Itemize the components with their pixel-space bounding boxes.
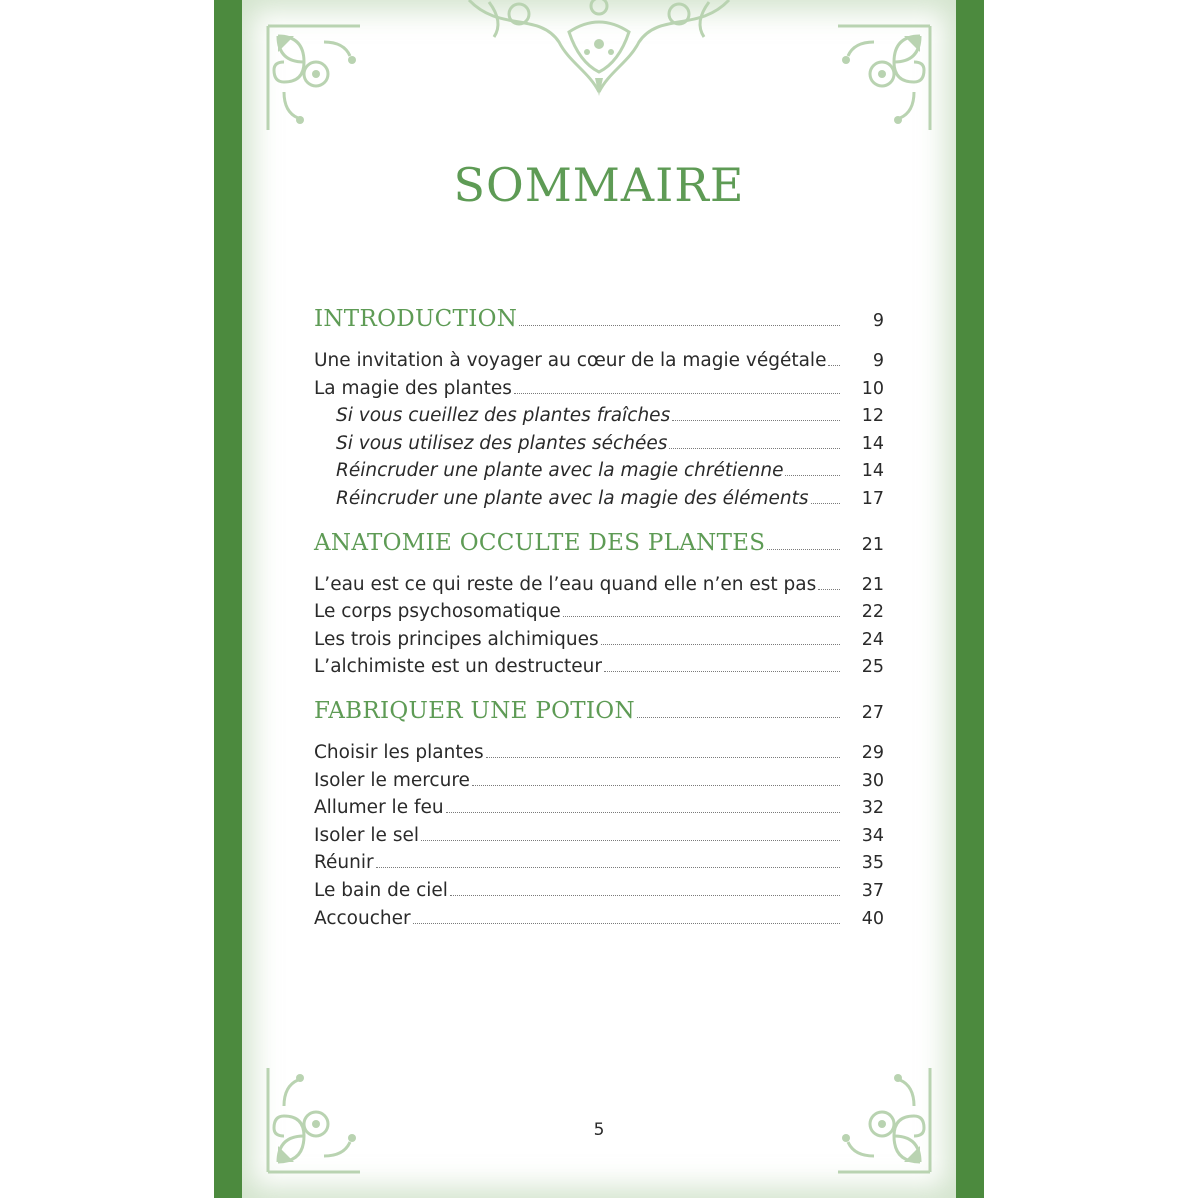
- dot-leader: [828, 365, 840, 366]
- page-number: 29: [861, 742, 884, 763]
- page-number: 21: [861, 574, 884, 595]
- dot-leader: [446, 812, 840, 813]
- section-heading-row[interactable]: [314, 306, 884, 344]
- page-number: 9: [872, 351, 884, 371]
- dot-leader: [472, 785, 840, 786]
- dot-leader: [785, 475, 840, 476]
- toc-entry[interactable]: [314, 378, 884, 406]
- page-number: 35: [861, 853, 884, 874]
- page-number: 25: [861, 657, 884, 678]
- entry-title: Isoler le sel: [314, 824, 419, 846]
- dot-leader: [450, 895, 840, 896]
- toc-section: [314, 698, 884, 935]
- entry-title: Les trois principes alchimiques: [314, 628, 599, 650]
- entry-title: Le bain de ciel: [314, 879, 448, 901]
- dot-leader: [376, 867, 840, 868]
- entry-title: L’eau est ce qui reste de l’eau quand elle n’en est pas: [314, 573, 817, 595]
- toc-entry[interactable]: [314, 742, 884, 770]
- entry-title: Choisir les plantes: [314, 741, 484, 763]
- dot-leader: [604, 671, 840, 672]
- page-number: 22: [861, 602, 884, 623]
- toc-subentry[interactable]: [314, 405, 884, 433]
- toc-entry[interactable]: [314, 825, 884, 853]
- entry-title: Réincruder une plante avec la magie des éléments: [336, 487, 809, 509]
- entry-title: Réincruder une plante avec la magie chrétienne: [336, 460, 784, 482]
- folio-page-number: 5: [593, 1120, 605, 1140]
- toc-entry[interactable]: [314, 852, 884, 880]
- entry-title: Isoler le mercure: [314, 769, 470, 791]
- dot-leader: [637, 717, 840, 718]
- page-number: 12: [861, 406, 884, 427]
- dot-leader: [818, 589, 840, 590]
- toc-subentry[interactable]: [314, 460, 884, 488]
- page-title: SOMMAIRE: [453, 158, 745, 212]
- toc-entry[interactable]: [314, 350, 884, 378]
- section-heading: INTRODUCTION: [314, 306, 518, 332]
- toc-section: [314, 530, 884, 684]
- entry-title: L’alchimiste est un destructeur: [314, 656, 602, 678]
- corner-ornament-icon: [264, 22, 364, 132]
- page-number: 14: [861, 461, 884, 482]
- dot-leader: [486, 757, 840, 758]
- page-number: 21: [861, 534, 884, 555]
- page-number: 40: [861, 908, 884, 929]
- dot-leader: [514, 393, 840, 394]
- toc-entry[interactable]: [314, 880, 884, 908]
- page-number: 37: [861, 880, 884, 901]
- toc-entry[interactable]: [314, 629, 884, 657]
- entry-title: Une invitation à voyager au cœur de la magie végétale: [314, 350, 827, 371]
- dot-leader: [811, 503, 840, 504]
- section-heading-row[interactable]: [314, 698, 884, 736]
- entry-title: Si vous utilisez des plantes séchées: [336, 432, 668, 454]
- page-number: 27: [861, 702, 884, 723]
- page-number: 9: [872, 311, 884, 331]
- entry-title: La magie des plantes: [314, 377, 512, 399]
- page-number: 14: [861, 433, 884, 454]
- entry-title: Accoucher: [314, 907, 411, 929]
- page-number: 17: [861, 488, 884, 509]
- dot-leader: [413, 923, 840, 924]
- dot-leader: [563, 616, 840, 617]
- toc-section: [314, 306, 884, 516]
- toc-entry[interactable]: [314, 656, 884, 684]
- entry-title: Allumer le feu: [314, 797, 444, 819]
- entry-title: Le corps psychosomatique: [314, 601, 561, 623]
- toc-entry[interactable]: [314, 770, 884, 798]
- page-number: 34: [861, 825, 884, 846]
- corner-ornament-icon: [834, 22, 934, 132]
- toc-subentry[interactable]: [314, 488, 884, 516]
- page-number: 24: [861, 629, 884, 650]
- toc-subentry[interactable]: [314, 433, 884, 461]
- section-heading-row[interactable]: [314, 530, 884, 568]
- dot-leader: [672, 420, 840, 421]
- section-heading: ANATOMIE OCCULTE DES PLANTES: [314, 529, 766, 556]
- top-ornament-icon: [459, 0, 739, 102]
- section-heading: FABRIQUER UNE POTION: [314, 697, 635, 724]
- page-number: 10: [861, 378, 884, 399]
- dot-leader: [421, 840, 840, 841]
- toc-entry[interactable]: [314, 797, 884, 825]
- table-of-contents: [314, 306, 884, 949]
- page-number: 32: [861, 798, 884, 819]
- dot-leader: [601, 644, 840, 645]
- page-number: 30: [861, 770, 884, 791]
- toc-entry[interactable]: [314, 574, 884, 602]
- dot-leader: [519, 325, 840, 326]
- dot-leader: [669, 448, 840, 449]
- entry-title: Si vous cueillez des plantes fraîches: [336, 405, 671, 427]
- toc-entry[interactable]: [314, 601, 884, 629]
- entry-title: Réunir: [314, 852, 374, 874]
- dot-leader: [767, 549, 840, 550]
- toc-entry[interactable]: [314, 908, 884, 936]
